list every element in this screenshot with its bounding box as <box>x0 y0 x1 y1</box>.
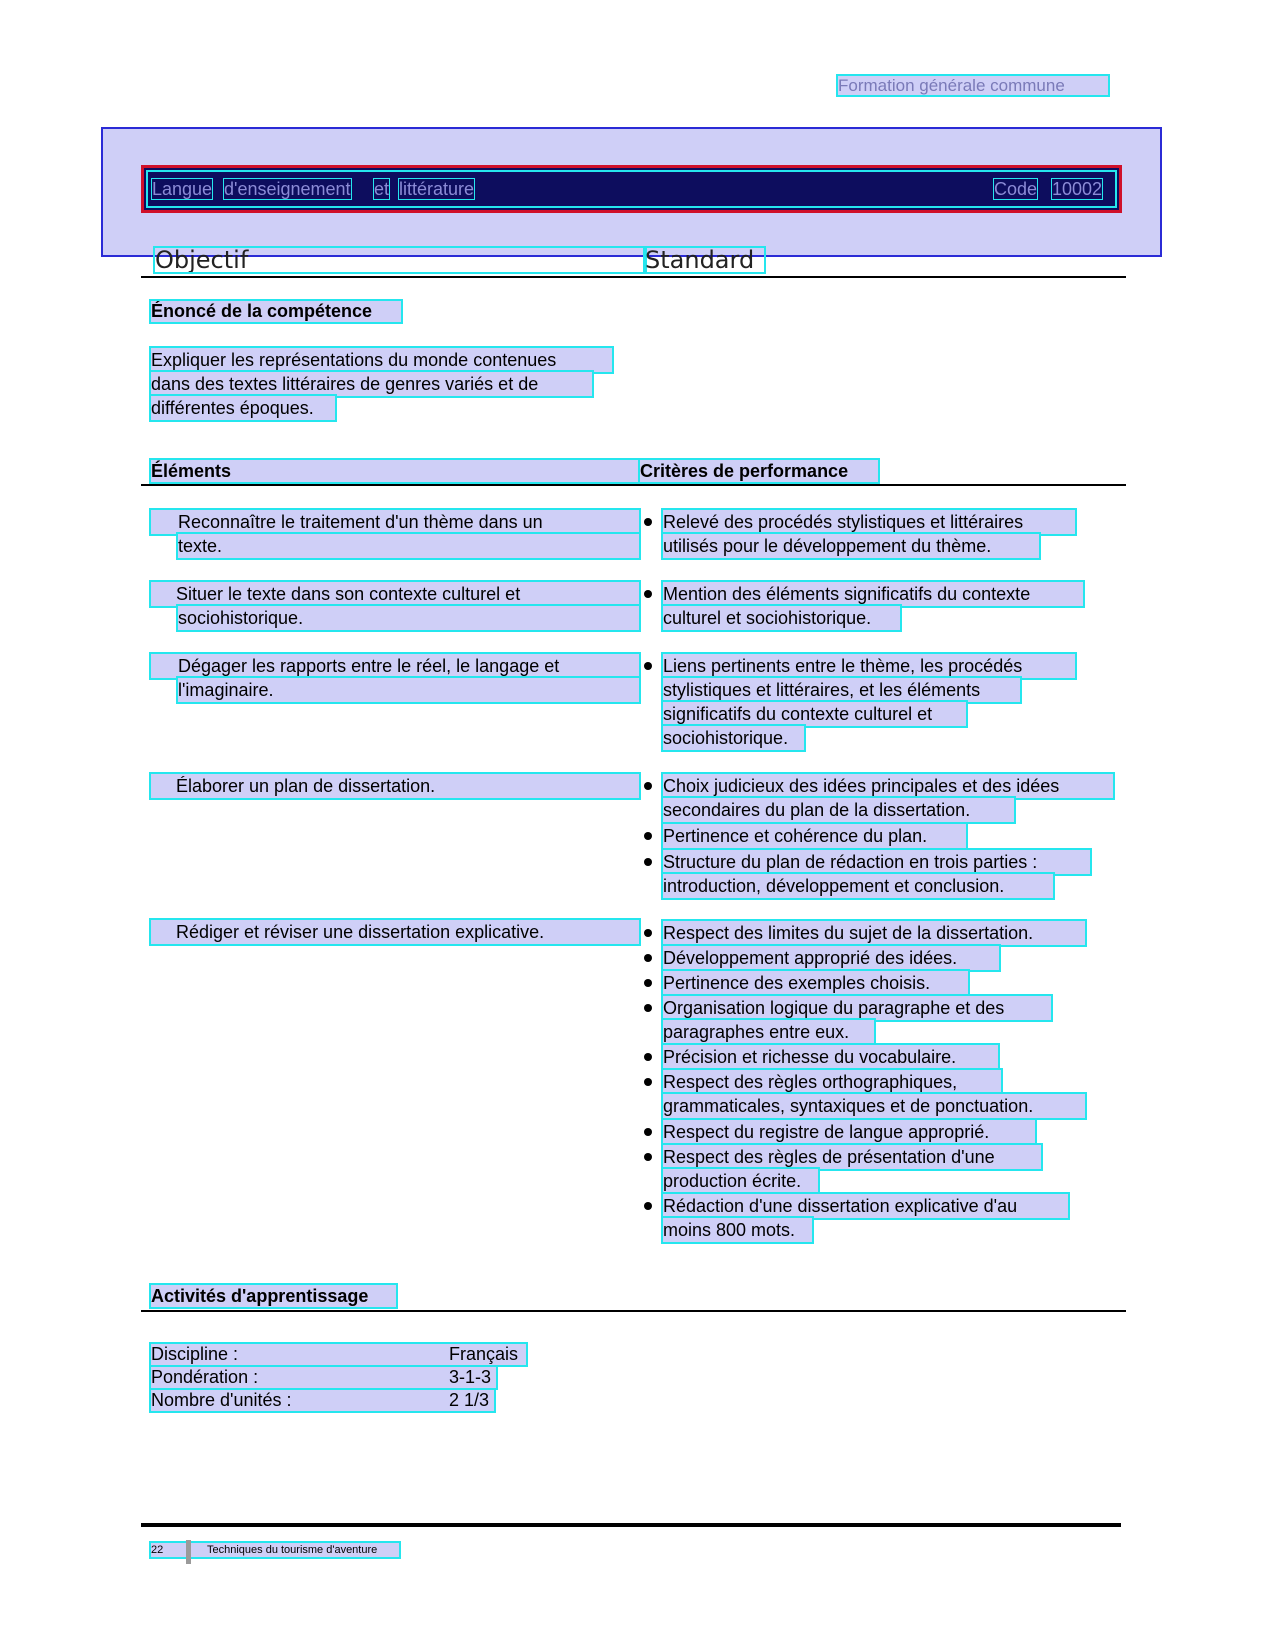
footer-bar <box>151 1543 399 1557</box>
criteria-heading: Critères de performance <box>640 460 878 482</box>
element-text: Élaborer un plan de dissertation. <box>151 774 639 798</box>
bullet-icon <box>644 858 652 866</box>
criterion-text: Développement approprié des idées. <box>663 946 999 970</box>
criterion-text: Relevé des procédés stylistiques et littéraires <box>663 510 1075 534</box>
criterion-text: grammaticales, syntaxiques et de ponctuation. <box>663 1094 1085 1118</box>
criterion-text: Organisation logique du paragraphe et des <box>663 996 1051 1020</box>
criterion-text: sociohistorique. <box>663 726 804 750</box>
bullet-icon <box>644 1053 652 1061</box>
criterion-text: culturel et sociohistorique. <box>663 606 900 630</box>
criterion-text: Liens pertinents entre le thème, les procédés <box>663 654 1075 678</box>
banner-titlebar <box>141 165 1122 213</box>
activities-value: Français <box>449 1344 519 1364</box>
bullet-icon <box>644 1078 652 1086</box>
footer-separator <box>186 1540 191 1564</box>
banner-code-label: Code <box>994 179 1038 199</box>
divider <box>141 1310 1126 1312</box>
criterion-text: stylistiques et littéraires, et les éléments <box>663 678 1020 702</box>
element-text: texte. <box>178 534 639 558</box>
criterion-text: moins 800 mots. <box>663 1218 812 1242</box>
bullet-icon <box>644 929 652 937</box>
activities-value: 3-1-3 <box>449 1367 492 1387</box>
competence-heading: Énoncé de la compétence <box>151 301 401 322</box>
criterion-text: Précision et richesse du vocabulaire. <box>663 1045 998 1069</box>
banner-code-value: 10002 <box>1052 179 1103 199</box>
banner-title-word: et <box>374 179 390 199</box>
criterion-text: Pertinence et cohérence du plan. <box>663 824 966 848</box>
bullet-icon <box>644 979 652 987</box>
criterion-text: paragraphes entre eux. <box>663 1020 874 1044</box>
element-text: sociohistorique. <box>178 606 639 630</box>
activities-value: 2 1/3 <box>449 1390 490 1410</box>
bullet-icon <box>644 1202 652 1210</box>
activities-row <box>151 1367 496 1388</box>
criterion-text: significatifs du contexte culturel et <box>663 702 966 726</box>
column-standard: Standard <box>645 248 764 272</box>
criterion-text: Mention des éléments significatifs du contexte <box>663 582 1083 606</box>
footer-rule <box>141 1523 1121 1527</box>
criterion-text: Structure du plan de rédaction en trois parties : <box>663 850 1090 874</box>
criterion-text: Respect des règles de présentation d'une <box>663 1145 1041 1169</box>
competence-line: Expliquer les représentations du monde contenues <box>151 348 612 372</box>
column-objectif: Objectif <box>155 248 645 272</box>
footer-page-number: 22 <box>151 1544 164 1556</box>
activities-heading: Activités d'apprentissage <box>151 1285 396 1307</box>
activities-label: Pondération : <box>151 1367 259 1387</box>
section-label: Formation générale commune <box>838 76 1108 95</box>
banner-title-word: Langue <box>152 179 213 199</box>
criterion-text: Choix judicieux des idées principales et des idées <box>663 774 1113 798</box>
bullet-icon <box>644 954 652 962</box>
divider <box>141 484 1126 486</box>
criterion-text: Pertinence des exemples choisis. <box>663 971 968 995</box>
criterion-text: Rédaction d'une dissertation explicative d'au <box>663 1194 1068 1218</box>
element-text: l'imaginaire. <box>178 678 639 702</box>
activities-row <box>151 1390 494 1411</box>
element-text: Reconnaître le traitement d'un thème dans un <box>151 510 639 534</box>
activities-label: Nombre d'unités : <box>151 1390 292 1410</box>
bullet-icon <box>644 1153 652 1161</box>
activities-row <box>151 1344 526 1365</box>
bullet-icon <box>644 518 652 526</box>
criterion-text: Respect des règles orthographiques, <box>663 1070 1001 1094</box>
criterion-text: secondaires du plan de la dissertation. <box>663 798 1014 822</box>
activities-label: Discipline : <box>151 1344 239 1364</box>
criterion-text: Respect des limites du sujet de la dissertation. <box>663 921 1085 945</box>
competence-line: différentes époques. <box>151 396 335 420</box>
elements-heading: Éléments <box>151 460 639 482</box>
bullet-icon <box>644 1128 652 1136</box>
bullet-icon <box>644 832 652 840</box>
criterion-text: production écrite. <box>663 1169 818 1193</box>
bullet-icon <box>644 590 652 598</box>
bullet-icon <box>644 1004 652 1012</box>
criterion-text: introduction, développement et conclusion. <box>663 874 1053 898</box>
element-text: Dégager les rapports entre le réel, le langage et <box>151 654 639 678</box>
footer-program: Techniques du tourisme d'aventure <box>207 1544 378 1556</box>
bullet-icon <box>644 782 652 790</box>
element-text: Situer le texte dans son contexte culturel et <box>151 582 639 606</box>
banner-title-word: d'enseignement <box>224 179 351 199</box>
criterion-text: utilisés pour le développement du thème. <box>663 534 1039 558</box>
element-text: Rédiger et réviser une dissertation explicative. <box>151 920 639 944</box>
bullet-icon <box>644 662 652 670</box>
criterion-text: Respect du registre de langue approprié. <box>663 1120 1035 1144</box>
competence-line: dans des textes littéraires de genres variés et de <box>151 372 592 396</box>
divider <box>141 276 1126 278</box>
banner-title-word: littérature <box>399 179 475 199</box>
